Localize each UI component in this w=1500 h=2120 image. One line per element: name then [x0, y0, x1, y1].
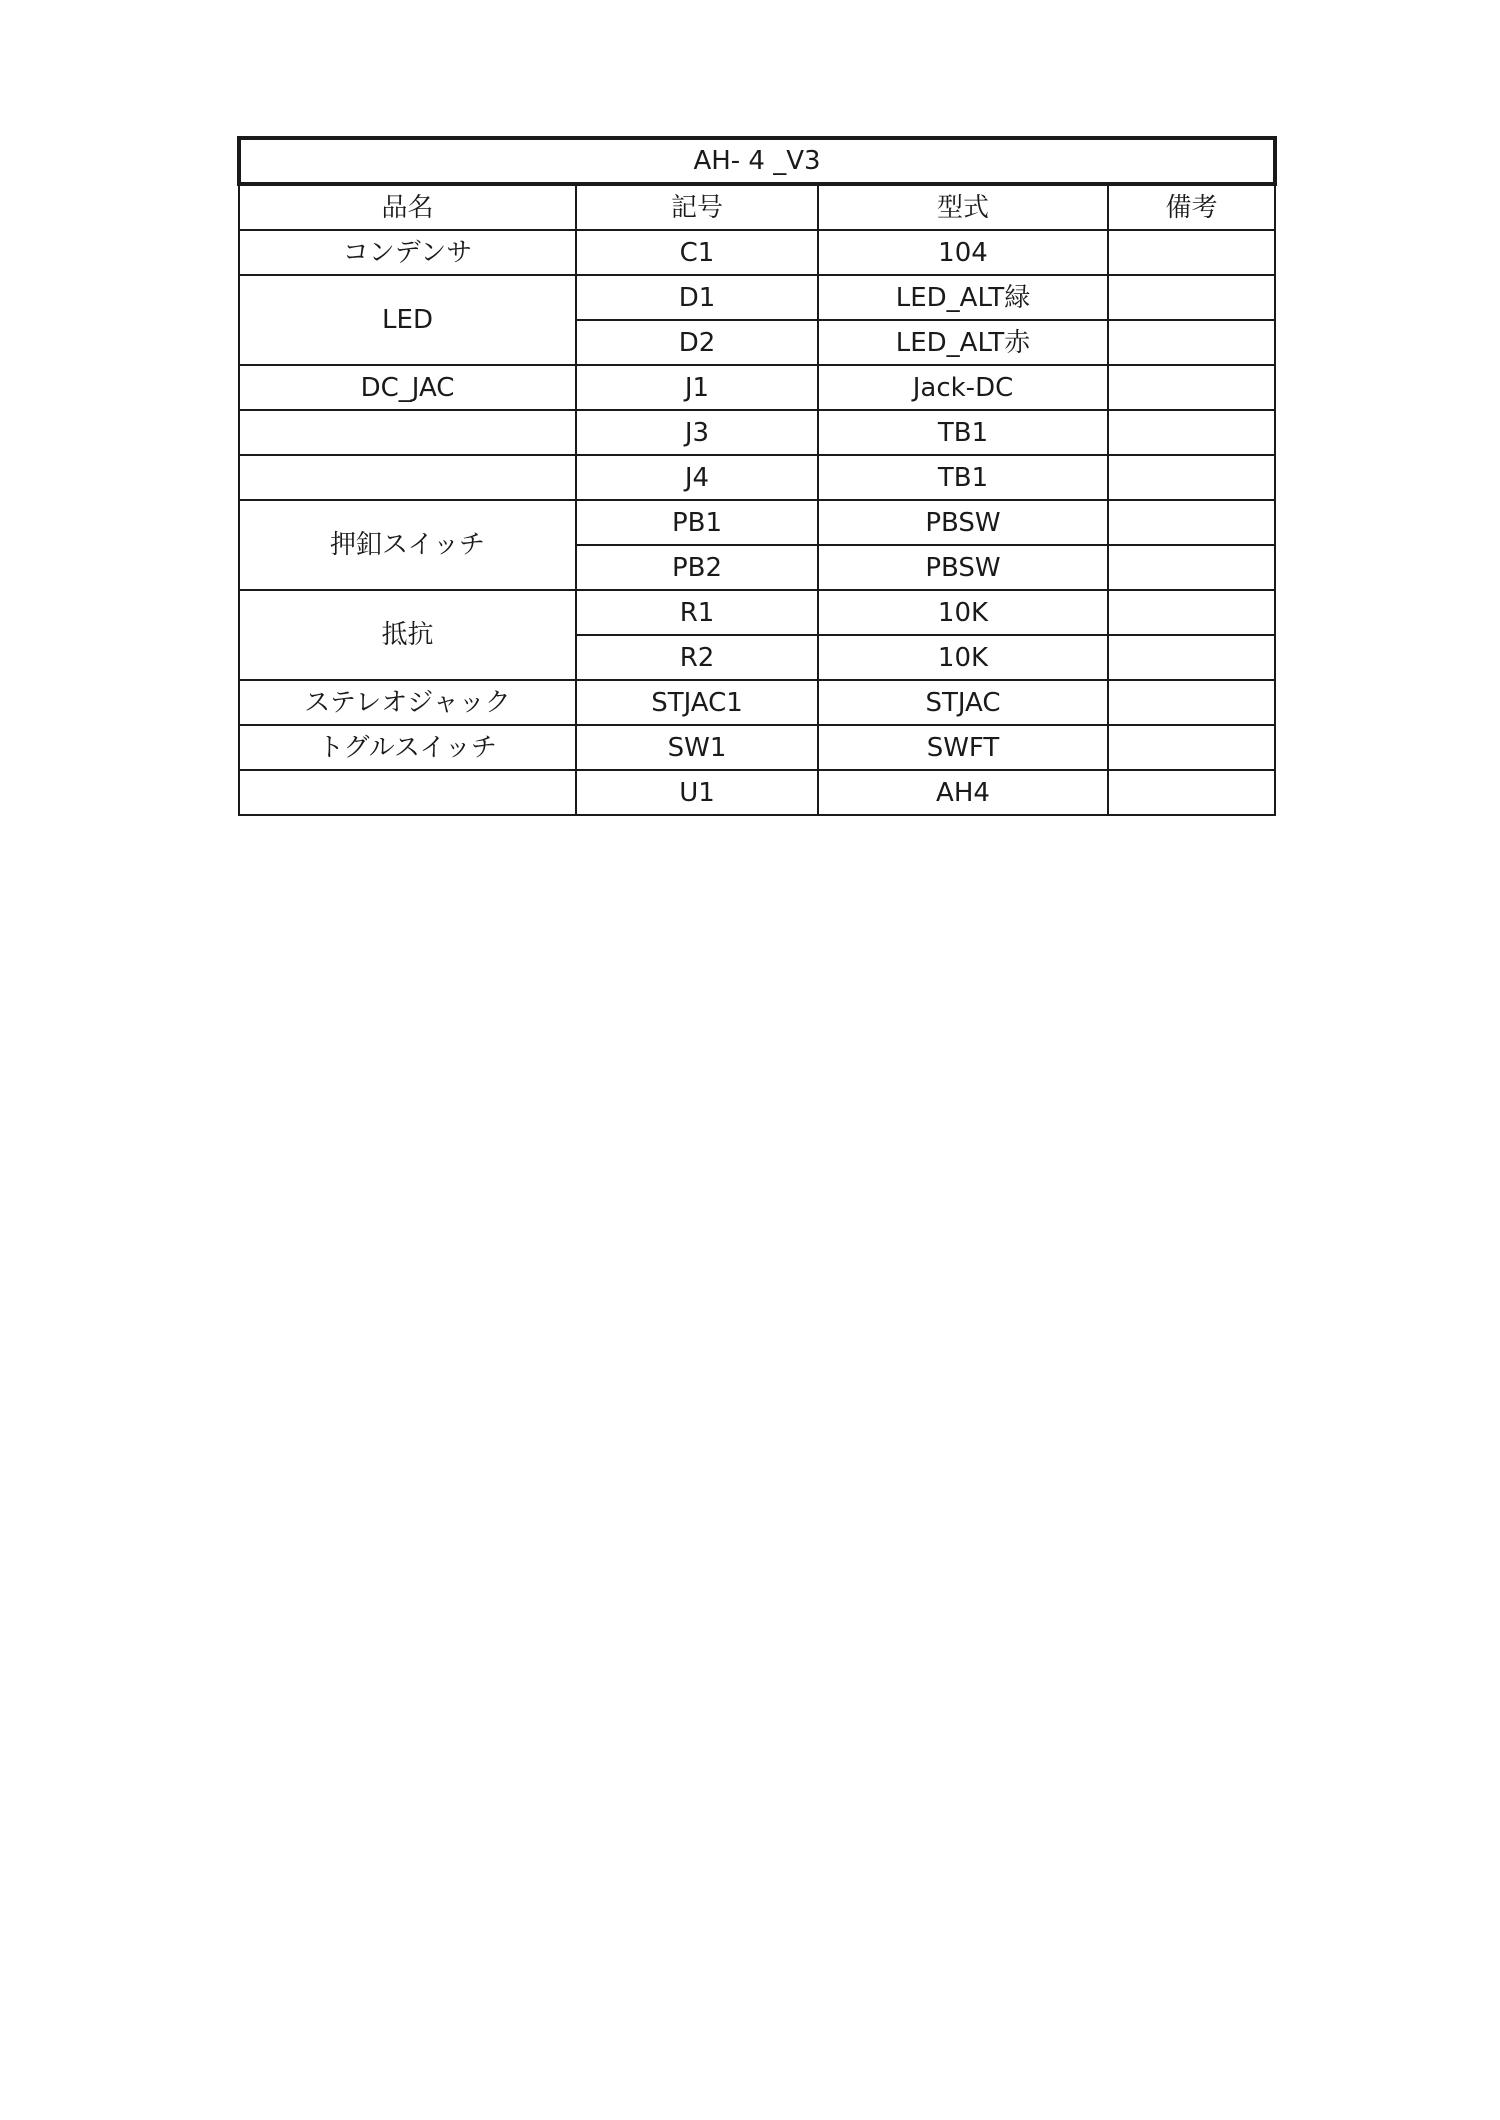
table-row	[239, 680, 1275, 725]
table-row	[239, 365, 1275, 410]
cell-model: PBSW	[818, 545, 1108, 590]
cell-model: LED_ALT赤	[818, 320, 1108, 365]
cell-ref: PB1	[576, 500, 818, 545]
table-row	[239, 410, 1275, 455]
table-row	[239, 275, 1275, 320]
cell-note	[1108, 635, 1275, 680]
parts-list-table	[237, 136, 1277, 816]
cell-note	[1108, 725, 1275, 770]
cell-model: 10K	[818, 635, 1108, 680]
cell-note	[1108, 770, 1275, 815]
table-row	[239, 590, 1275, 635]
cell-ref: SW1	[576, 725, 818, 770]
cell-model: TB1	[818, 455, 1108, 500]
cell-note	[1108, 320, 1275, 365]
header-ref: 記号	[576, 184, 818, 230]
cell-model: STJAC	[818, 680, 1108, 725]
cell-ref: STJAC1	[576, 680, 818, 725]
cell-model: PBSW	[818, 500, 1108, 545]
cell-name: DC_JAC	[239, 365, 576, 410]
cell-name	[239, 455, 576, 500]
cell-name: トグルスイッチ	[239, 725, 576, 770]
cell-ref: D2	[576, 320, 818, 365]
cell-ref: R2	[576, 635, 818, 680]
cell-ref: PB2	[576, 545, 818, 590]
cell-name	[239, 770, 576, 815]
cell-note	[1108, 365, 1275, 410]
cell-ref: J3	[576, 410, 818, 455]
cell-ref: U1	[576, 770, 818, 815]
cell-note	[1108, 275, 1275, 320]
table-row	[239, 455, 1275, 500]
cell-note	[1108, 410, 1275, 455]
cell-name: LED	[239, 275, 576, 365]
cell-note	[1108, 545, 1275, 590]
header-model: 型式	[818, 184, 1108, 230]
cell-note	[1108, 680, 1275, 725]
cell-ref: C1	[576, 230, 818, 275]
cell-note	[1108, 230, 1275, 275]
table-row	[239, 500, 1275, 545]
cell-note	[1108, 590, 1275, 635]
cell-ref: J4	[576, 455, 818, 500]
cell-model: 10K	[818, 590, 1108, 635]
table-title-row	[239, 138, 1275, 184]
table-title: AH- 4 _V3	[239, 138, 1275, 184]
cell-model: Jack-DC	[818, 365, 1108, 410]
cell-name: コンデンサ	[239, 230, 576, 275]
cell-model: AH4	[818, 770, 1108, 815]
cell-model: SWFT	[818, 725, 1108, 770]
cell-model: 104	[818, 230, 1108, 275]
cell-name: 押釦スイッチ	[239, 500, 576, 590]
cell-name: ステレオジャック	[239, 680, 576, 725]
table-row	[239, 725, 1275, 770]
cell-model: TB1	[818, 410, 1108, 455]
cell-ref: R1	[576, 590, 818, 635]
cell-name	[239, 410, 576, 455]
table-header-row	[239, 184, 1275, 230]
cell-ref: J1	[576, 365, 818, 410]
table-row	[239, 230, 1275, 275]
table-row	[239, 770, 1275, 815]
cell-name: 抵抗	[239, 590, 576, 680]
cell-note	[1108, 500, 1275, 545]
cell-note	[1108, 455, 1275, 500]
header-name: 品名	[239, 184, 576, 230]
cell-ref: D1	[576, 275, 818, 320]
header-note: 備考	[1108, 184, 1275, 230]
cell-model: LED_ALT緑	[818, 275, 1108, 320]
